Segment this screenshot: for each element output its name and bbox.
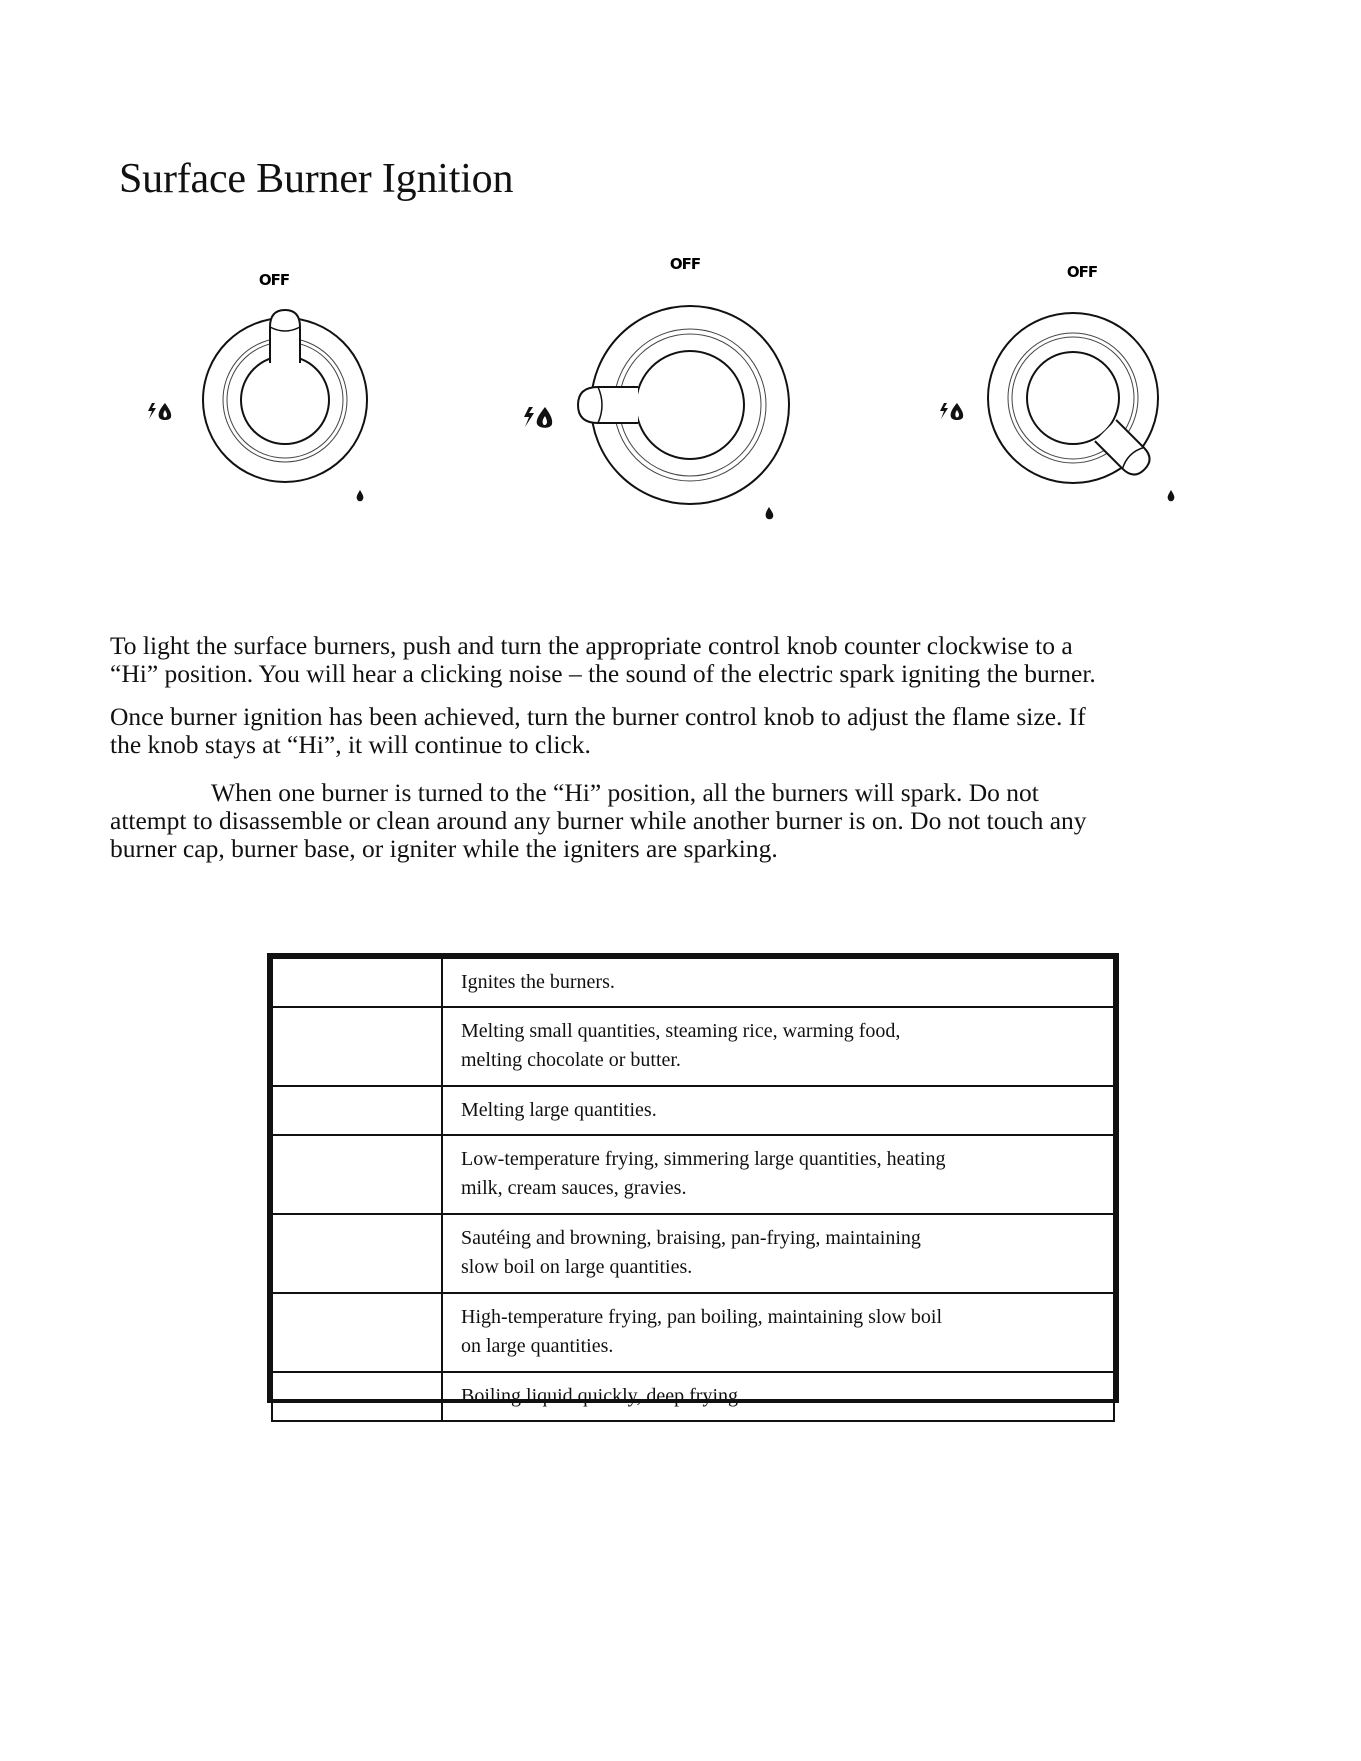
instructions-paragraph-adjust xyxy=(110,703,1260,759)
table-row xyxy=(272,1086,1114,1135)
table-row xyxy=(272,1293,1114,1372)
small-flame-icon xyxy=(766,507,774,519)
use-cell xyxy=(442,1293,1114,1372)
text-line: burner cap, burner base, or igniter while the igniters are sparking. xyxy=(110,834,778,863)
instructions-paragraph-light xyxy=(110,632,1260,688)
text-line: Once burner ignition has been achieved, turn the burner control knob to adjust the flame size. If xyxy=(110,702,1086,731)
spark-flame-icon xyxy=(148,403,171,420)
table-row xyxy=(272,1372,1114,1421)
use-text: melting chocolate or butter. xyxy=(461,1049,681,1071)
table-row xyxy=(272,1007,1114,1086)
use-cell xyxy=(442,1372,1114,1421)
off-label: OFF xyxy=(258,271,290,289)
use-cell xyxy=(442,1007,1114,1086)
table-row xyxy=(272,1214,1114,1293)
use-text: on large quantities. xyxy=(461,1335,614,1357)
setting-cell xyxy=(272,1135,442,1214)
use-text: slow boil on large quantities. xyxy=(461,1256,693,1278)
text-line: attempt to disassemble or clean around any burner while another burner is on. Do not touch any xyxy=(110,806,1087,835)
knob-diagram-hi xyxy=(510,245,830,535)
burner-settings-table xyxy=(267,953,1119,1407)
use-text: Low-temperature frying, simmering large quantities, heating xyxy=(461,1148,946,1170)
use-cell xyxy=(442,958,1114,1007)
setting-cell xyxy=(272,1007,442,1086)
use-text: Sautéing and browning, braising, pan-frying, maintaining xyxy=(461,1227,921,1249)
spark-flame-icon xyxy=(940,403,963,420)
use-text: Melting small quantities, steaming rice, warming food, xyxy=(461,1020,901,1042)
small-flame-icon xyxy=(1168,490,1175,501)
use-cell xyxy=(442,1135,1114,1214)
page-title: Surface Burner Ignition xyxy=(119,156,514,202)
setting-cell xyxy=(272,958,442,1007)
knob-diagram-low xyxy=(925,255,1185,515)
small-flame-icon xyxy=(357,490,364,501)
off-label: OFF xyxy=(669,255,701,273)
setting-cell xyxy=(272,1372,442,1421)
knob xyxy=(203,310,367,482)
setting-cell xyxy=(272,1214,442,1293)
knob-diagram-off xyxy=(130,265,390,515)
use-cell xyxy=(442,1086,1114,1135)
text-line: When one burner is turned to the “Hi” position, all the burners will spark. Do not xyxy=(211,778,1039,807)
table-row xyxy=(272,958,1114,1007)
text-line: “Hi” position. You will hear a clicking noise – the sound of the electric spark igniting the burner. xyxy=(110,659,1096,688)
use-text: milk, cream sauces, gravies. xyxy=(461,1177,687,1199)
warning-paragraph xyxy=(110,779,1260,863)
table-row xyxy=(272,1135,1114,1214)
setting-cell xyxy=(272,1293,442,1372)
use-text: High-temperature frying, pan boiling, maintaining slow boil xyxy=(461,1306,943,1328)
use-text: Melting large quantities. xyxy=(461,1099,657,1121)
use-cell xyxy=(442,1214,1114,1293)
use-text: Ignites the burners. xyxy=(461,971,615,993)
knob xyxy=(988,313,1158,483)
setting-cell xyxy=(272,1086,442,1135)
off-label: OFF xyxy=(1066,263,1098,281)
spark-flame-icon xyxy=(524,407,552,428)
knob xyxy=(578,306,789,504)
text-line: To light the surface burners, push and turn the appropriate control knob counter clockwise to a xyxy=(110,631,1073,660)
use-text: Boiling liquid quickly, deep frying. xyxy=(461,1385,744,1407)
text-line: the knob stays at “Hi”, it will continue to click. xyxy=(110,730,591,759)
